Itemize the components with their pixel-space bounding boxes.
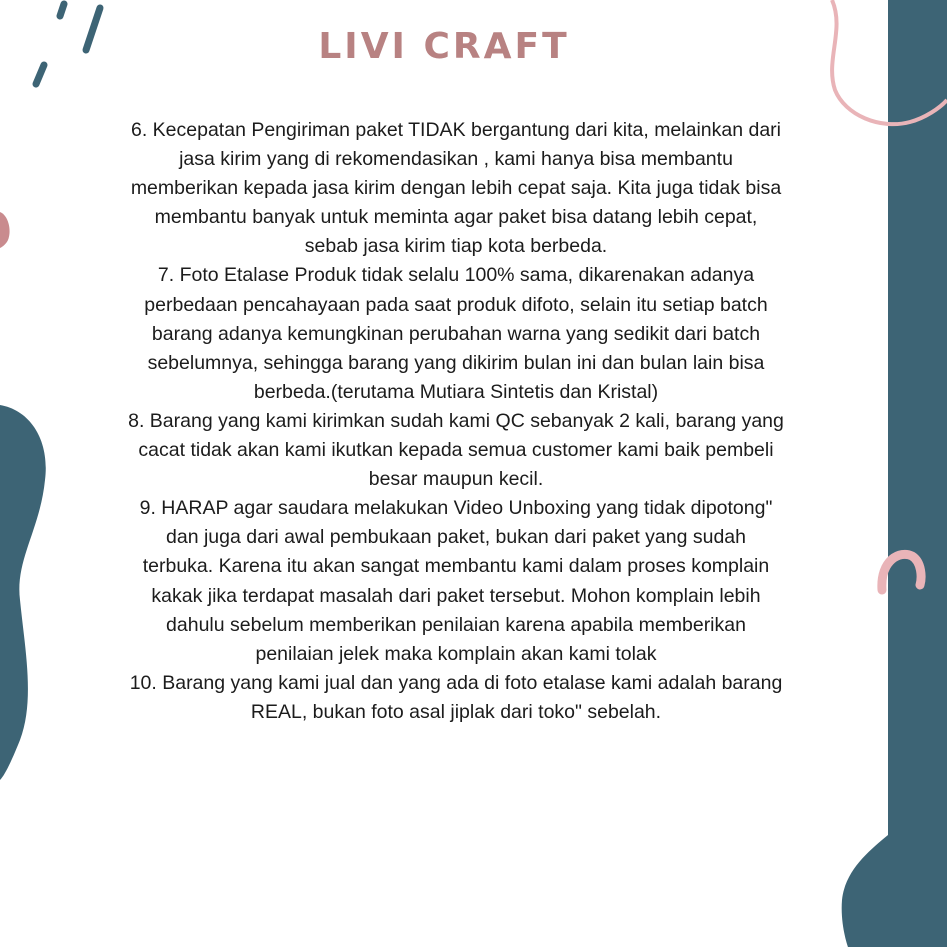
text-line: 6. Kecepatan Pengiriman paket TIDAK bergantung dari kita, melainkan dari [130,119,782,141]
text-line: membantu banyak untuk meminta agar paket bisa datang lebih cepat, [154,206,758,229]
text-line: 8. Barang yang kami kirimkan sudah kami QC sebanyak 2 kali, barang yang [128,409,784,432]
brand-title: LIVI CRAFT [318,26,570,67]
text-line: jasa kirim yang di rekomendasikan , kami hanya bisa membantu [179,148,733,171]
text-line: sebab jasa kirim tiap kota berbeda. [304,235,608,258]
text-line: cacat tidak akan kami ikutkan kepada semua customer kami baik pembeli [138,439,774,462]
text-line: dahulu sebelum memberikan penilaian karena apabila memberikan [166,613,746,636]
text-line: perbedaan pencahayaan pada saat produk difoto, selain itu setiap batch [144,293,768,316]
bottom-right-teal-blob [842,835,888,947]
text-line: sebelumnya, sehingga barang yang dikirim bulan ini dan bulan lain bisa [147,351,765,374]
text-line: besar maupun kecil. [368,468,544,491]
left-teal-blob [0,405,46,780]
text-line: 10. Barang yang kami jual dan yang ada di foto etalase kami adalah barang [129,671,783,694]
text-line: kakak jika terdapat masalah dari paket tersebut. Mohon komplain lebih [151,584,761,607]
left-pink-blob [0,212,10,248]
text-line: memberikan kepada jasa kirim dengan lebih cepat saja. Kita juga tidak bisa [130,177,782,200]
text-line: terbuka. Karena itu akan sangat membantu kami dalam proses komplain [142,555,770,578]
right-teal-band [888,0,947,947]
terms-text [50,116,862,727]
text-line: dan juga dari awal pembukaan paket, bukan dari paket yang sudah [166,526,746,549]
text-line: berbeda.(terutama Mutiara Sintetis dan Kristal) [253,380,659,403]
text-line: 9. HARAP agar saudara melakukan Video Unboxing yang tidak dipotong" [139,497,773,520]
text-line: penilaian jelek maka komplain akan kami tolak [255,642,657,665]
text-line: barang adanya kemungkinan perubahan warna yang sedikit dari batch [151,322,761,345]
text-line: REAL, bukan foto asal jiplak dari toko" sebelah. [250,700,662,723]
text-line: 7. Foto Etalase Produk tidak selalu 100% sama, dikarenakan adanya [157,264,755,287]
